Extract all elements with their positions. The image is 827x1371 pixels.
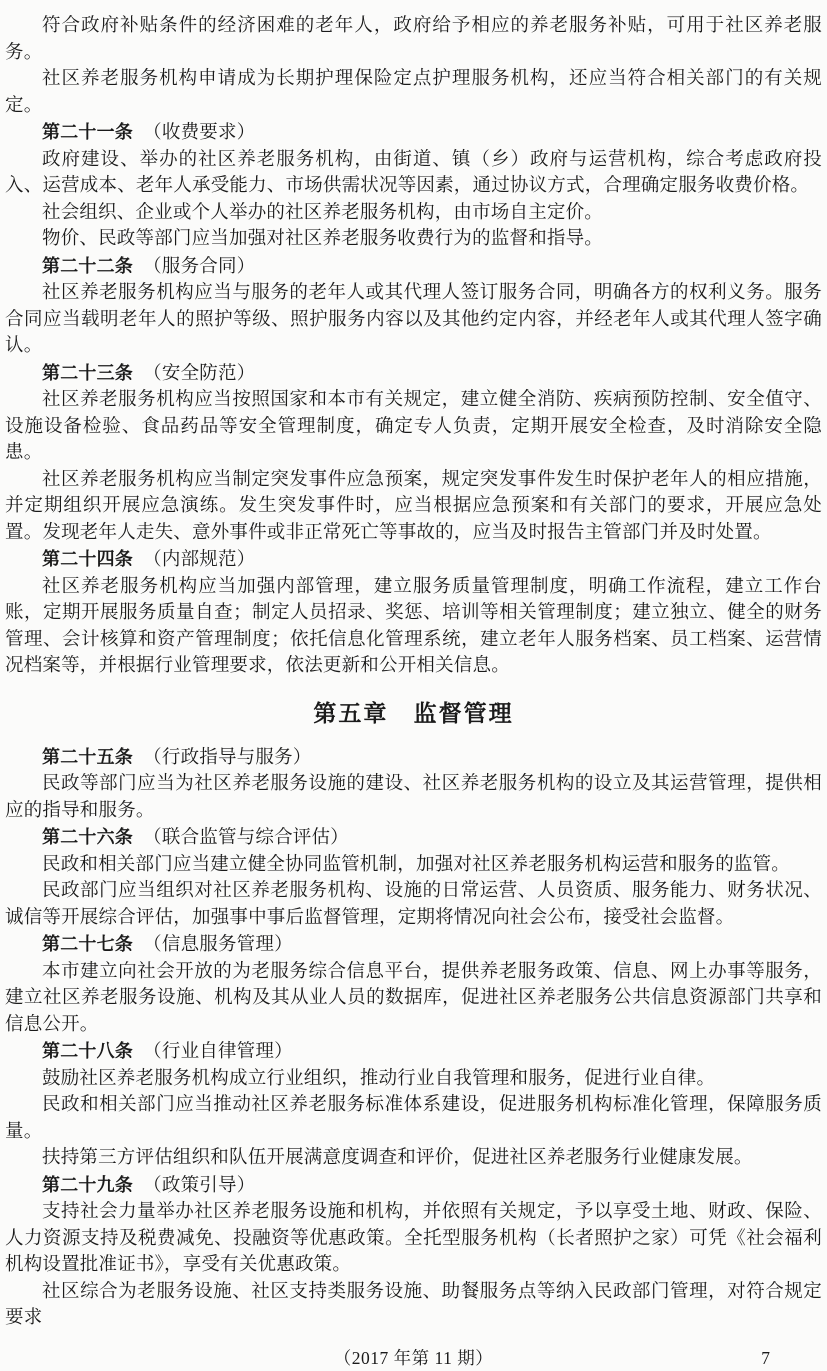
paragraph: 物价、民政等部门应当加强对社区养老服务收费行为的监督和指导。 — [42, 229, 604, 249]
article-title: （安全防范） — [143, 363, 256, 384]
article-heading — [5, 1172, 822, 1200]
paragraph: 支持社会力量举办社区养老服务设施和机构，并依照有关规定，予以享受土地、财政、保险、人力资源支持及税费减免、投融资等优惠政策。全托型服务机构（长者照护之家）可凭《社会福利机构设置批准证书》，享受有关优惠政策。 — [5, 1202, 822, 1275]
article-title: （政策引导） — [143, 1175, 256, 1196]
article-heading — [5, 119, 822, 147]
chapter-heading — [5, 697, 822, 729]
paragraph: 符合政府补贴条件的经济困难的老年人，政府给予相应的养老服务补贴，可用于社区养老服务。 — [5, 16, 822, 63]
paragraph: 社区养老服务机构应当制定突发事件应急预案，规定突发事件发生时保护老年人的相应措施，并定期组织开展应急演练。发生突发事件时，应当根据应急预案和有关部门的要求，开展应急处置。发现老年人走失、意外事件或非正常死亡等事故的，应当及时报告主管部门并及时处置。 — [5, 469, 822, 543]
article-number: 第二十一条 — [42, 122, 133, 142]
page-footer — [5, 1345, 822, 1371]
article-number: 第二十七条 — [42, 934, 133, 954]
paragraph: 社区综合为老服务设施、社区支持类服务设施、助餐服务点等纳入民政部门管理，对符合规定要求 — [5, 1281, 822, 1328]
article-heading — [5, 744, 822, 772]
paragraph: 民政等部门应当为社区养老服务设施的建设、社区养老服务机构的设立及其运营管理，提供相应的指导和服务。 — [5, 774, 822, 821]
paragraph: 扶持第三方评估组织和队伍开展满意度调查和评价，促进社区养老服务行业健康发展。 — [42, 1148, 753, 1168]
article-title: （收费要求） — [143, 123, 256, 143]
chapter-number: 第五章 — [313, 699, 389, 726]
article-title: （服务合同） — [143, 256, 256, 277]
paragraph: 社区养老服务机构申请成为长期护理保险定点护理服务机构，还应当符合相关部门的有关规定。 — [5, 69, 822, 116]
paragraph: 本市建立向社会开放的为老服务综合信息平台，提供养老服务政策、信息、网上办事等服务，建立社区养老服务设施、机构及其从业人员的数据库，促进社区养老服务公共信息资源部门共享和信息公开。 — [5, 961, 822, 1035]
article-title: （信息服务管理） — [143, 935, 293, 955]
article-number: 第二十五条 — [42, 746, 133, 767]
paragraph: 鼓励社区养老服务机构成立行业组织，推动行业自我管理和服务，促进行业自律。 — [42, 1068, 716, 1089]
paragraph: 民政和相关部门应当推动社区养老服务标准体系建设，促进服务机构标准化管理，保障服务质量。 — [5, 1095, 822, 1142]
article-heading — [5, 360, 822, 388]
paragraph: 社会组织、企业或个人举办的社区养老服务机构，由市场自主定价。 — [42, 202, 604, 223]
paragraph: 社区养老服务机构应当与服务的老年人或其代理人签订服务合同，明确各方的权利义务。服务合同应当载明老年人的照护等级、照护服务内容以及其他约定内容，并经老年人或其代理人签字确认。 — [5, 283, 822, 356]
article-number: 第二十九条 — [42, 1174, 133, 1195]
article-number: 第二十四条 — [42, 549, 133, 569]
issue-label: （2017 年第 11 期） — [333, 1347, 494, 1368]
paragraph: 政府建设、举办的社区养老服务机构，由街道、镇（乡）政府与运营机构，综合考虑政府投入、运营成本、老年人承受能力、市场供需状况等因素，通过协议方式，合理确定服务收费价格。 — [5, 149, 822, 196]
article-number: 第二十六条 — [42, 827, 133, 847]
article-number: 第二十八条 — [42, 1041, 133, 1061]
article-heading — [5, 546, 822, 574]
paragraph: 社区养老服务机构应当加强内部管理，建立服务质量管理制度，明确工作流程，建立工作台账，定期开展服务质量自查；制定人员招录、奖惩、培训等相关管理制度；建立独立、健全的财务管理、会计核算和资产管理制度；依托信息化管理系统，建立老年人服务档案、员工档案、运营情况档案等，并根据行业管理要求，依法更新和公开相关信息。 — [5, 576, 822, 676]
article-heading — [5, 824, 822, 852]
article-heading — [5, 931, 822, 959]
document-body — [5, 13, 822, 1332]
article-title: （行政指导与服务） — [143, 747, 312, 768]
article-title: （内部规范） — [143, 550, 256, 570]
paragraph: 民政部门应当组织对社区养老服务机构、设施的日常运营、人员资质、服务能力、财务状况、诚信等开展综合评估，加强事中事后监督管理，定期将情况向社会公布，接受社会监督。 — [5, 881, 822, 928]
article-number: 第二十三条 — [42, 362, 133, 383]
article-number: 第二十二条 — [42, 255, 133, 276]
article-heading — [5, 1038, 822, 1066]
chapter-title: 监督管理 — [413, 699, 514, 726]
paragraph: 民政和相关部门应当建立健全协同监管机制，加强对社区养老服务机构运营和服务的监管。 — [42, 854, 791, 875]
article-heading — [5, 253, 822, 281]
page-number: 7 — [761, 1347, 770, 1368]
paragraph: 社区养老服务机构应当按照国家和本市有关规定，建立健全消防、疾病预防控制、安全值守、设施设备检验、食品药品等安全管理制度，确定专人负责，定期开展安全检查，及时消除安全隐患。 — [5, 390, 822, 463]
article-title: （行业自律管理） — [143, 1042, 293, 1062]
article-title: （联合监管与综合评估） — [143, 828, 349, 848]
